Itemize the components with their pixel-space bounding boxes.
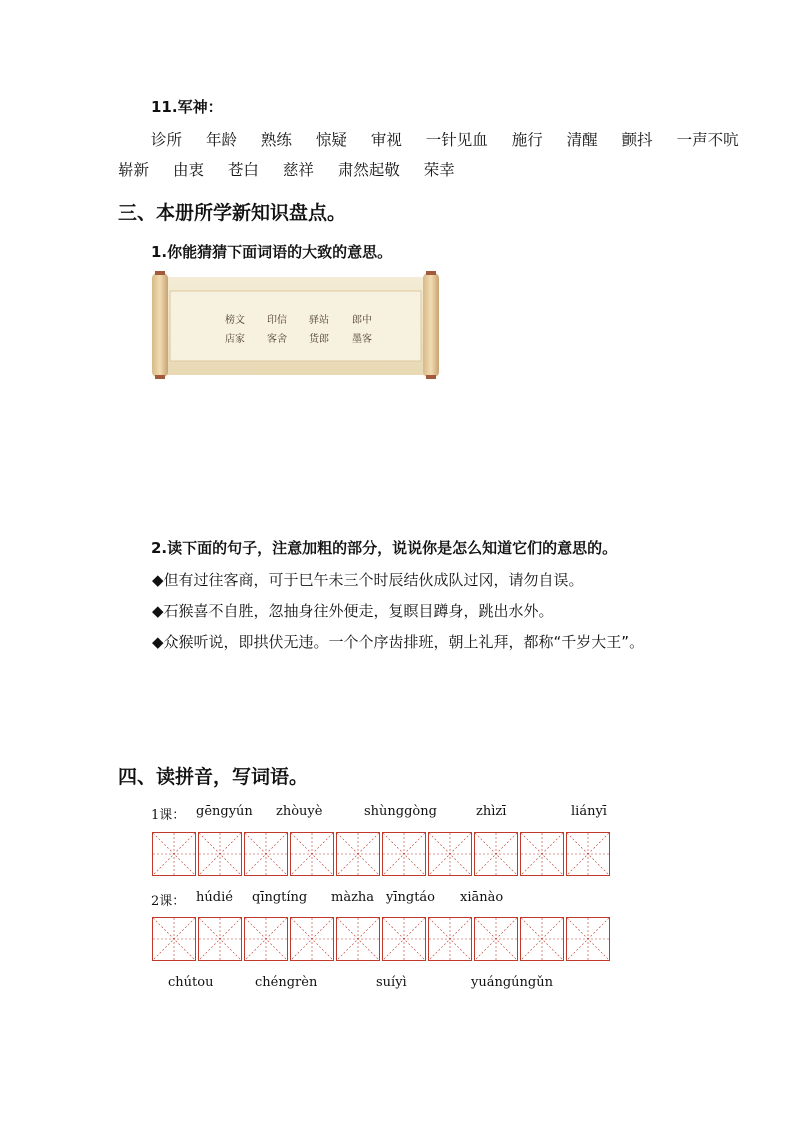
writing-cell[interactable] [520,917,564,961]
lesson-2-pinyin-row-b [151,975,671,995]
scroll-image [152,271,439,381]
lesson-2-pinyin-row [151,890,671,910]
word: 诊所 [151,131,183,149]
sentence-1: ◆但有过往客商，可于巳午未三个时辰结伙成队过冈，请勿自误。 [152,571,584,589]
pinyin: xiānào [460,890,504,905]
lesson-1-pinyin-row [151,804,671,824]
sentence-2: ◆石猴喜不自胜，忽抽身往外便走，复瞑目蹲身，跳出水外。 [152,602,554,620]
scroll-word: 店家 [225,334,245,345]
writing-grid-row-2 [152,917,612,961]
scroll-word: 货郎 [309,334,329,345]
word: 施行 [511,131,543,149]
word: 崭新 [118,161,150,179]
writing-cell[interactable] [474,917,518,961]
section-3-heading: 三、本册所学新知识盘点。 [118,202,347,224]
pinyin: liányī [571,804,607,819]
writing-cell[interactable] [474,832,518,876]
word: 一声不吭 [676,131,739,149]
writing-cell[interactable] [382,917,426,961]
section-4-heading: 四、读拼音，写词语。 [118,766,309,788]
writing-cell[interactable] [290,832,334,876]
word: 熟练 [260,131,292,149]
pinyin: chútou [168,975,214,990]
writing-cell[interactable] [336,832,380,876]
question-2: 2.读下面的句子，注意加粗的部分，说说你是怎么知道它们的意思的。 [151,539,618,557]
writing-cell[interactable] [152,832,196,876]
pinyin: qīngtíng [252,890,308,905]
writing-cell[interactable] [152,917,196,961]
word: 荣幸 [423,161,455,179]
word: 肃然起敬 [337,161,400,179]
pinyin: húdié [196,890,233,905]
lesson-title: 11.军神： [151,98,223,116]
word: 苍白 [227,161,259,179]
word: 惊疑 [315,131,347,149]
sentence-3: ◆众猴听说，即拱伏无违。一个个序齿排班，朝上礼拜，都称“千岁大王”。 [152,633,645,651]
pinyin: yuángúngǔn [471,975,553,990]
writing-cell[interactable] [244,832,288,876]
scroll-word: 驿站 [309,315,329,326]
word: 一针见血 [425,131,488,149]
word: 慈祥 [282,161,314,179]
scroll-word: 印信 [267,315,287,326]
word: 审视 [370,131,402,149]
word: 由衷 [172,161,204,179]
lesson-label: 2课： [151,894,186,909]
pinyin: zhòuyè [276,804,323,819]
writing-cell[interactable] [382,832,426,876]
writing-cell[interactable] [336,917,380,961]
pinyin: yīngtáo [386,890,435,905]
writing-cell[interactable] [198,917,242,961]
pinyin: zhìzī [476,804,507,819]
scroll-word: 客舍 [267,334,287,345]
word: 年龄 [205,131,237,149]
word: 颤抖 [621,131,653,149]
writing-cell[interactable] [244,917,288,961]
writing-cell[interactable] [566,917,610,961]
writing-cell[interactable] [520,832,564,876]
word-list-line-2 [118,158,474,180]
scroll-word: 墨客 [352,334,372,345]
scroll-graphic [152,271,439,381]
pinyin: chéngrèn [255,975,318,990]
writing-cell[interactable] [198,832,242,876]
writing-cell[interactable] [428,832,472,876]
writing-cell[interactable] [290,917,334,961]
writing-grid-row-1 [152,832,612,876]
pinyin: shùnggòng [364,804,437,819]
pinyin: gēngyún [196,804,253,819]
question-1: 1.你能猜猜下面词语的大致的意思。 [151,243,393,261]
scroll-word: 郎中 [352,315,372,326]
pinyin: màzha [331,890,375,905]
lesson-label: 1课： [151,808,186,823]
writing-cell[interactable] [428,917,472,961]
word: 清醒 [566,131,598,149]
writing-cell[interactable] [566,832,610,876]
scroll-word: 榜文 [225,315,245,326]
word-list-line-1 [151,128,739,150]
pinyin: suíyì [376,975,407,990]
